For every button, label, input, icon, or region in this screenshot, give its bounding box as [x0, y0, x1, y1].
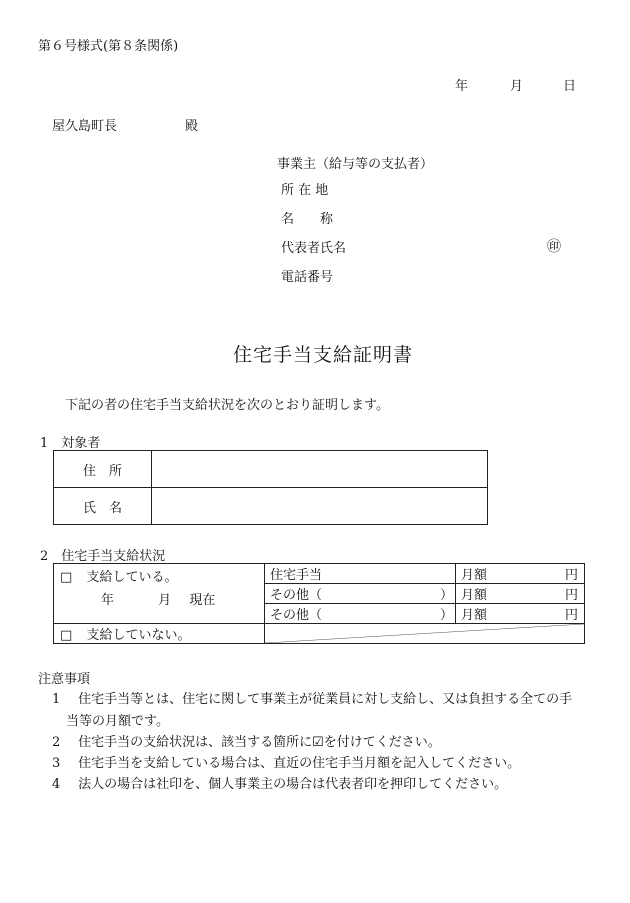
person-name-field[interactable]: [152, 488, 488, 525]
paying-checkbox[interactable]: □: [60, 570, 73, 585]
addressee-name: 屋久島町長: [52, 119, 118, 134]
person-address-label: 住 所: [54, 451, 152, 488]
target-person-table: [53, 450, 488, 525]
as-of-year-label: 年: [101, 593, 115, 608]
row3-amount-label: 月額: [461, 608, 488, 623]
note-item-4: [52, 773, 507, 792]
notes-heading: 注意事項: [38, 672, 91, 687]
as-of-month-label: 月: [158, 593, 172, 608]
row2-label: その他（: [270, 588, 323, 603]
employer-name-label: 名 称: [281, 212, 334, 227]
employer-rep-label: 代表者氏名: [281, 241, 347, 256]
addressee-honorific: 殿: [185, 119, 199, 134]
as-of-now-label: 現在: [189, 593, 216, 608]
section2-number: 2: [40, 549, 49, 564]
row2-amount[interactable]: [456, 584, 585, 604]
section2-title: 住宅手当支給状況: [61, 549, 166, 564]
row1-label: 住宅手当: [265, 564, 456, 584]
allowance-status-table: [53, 563, 585, 644]
note-item-1: [52, 688, 572, 707]
row2-close: ）: [439, 588, 453, 603]
note-text: 住宅手当の支給状況は、該当する箇所に☑を付けてください。: [78, 735, 441, 750]
section1-heading: [40, 432, 100, 451]
row3-label: その他（: [270, 608, 323, 623]
section2-heading: [40, 545, 165, 564]
seal-icon: ㊞: [547, 239, 561, 255]
person-name-label: 氏 名: [54, 488, 152, 525]
row1-amount[interactable]: [456, 564, 585, 584]
employer-address-label: 所 在 地: [281, 183, 329, 198]
not-paying-cell: [54, 624, 265, 644]
section1-number: 1: [40, 436, 49, 451]
employer-phone-label: 電話番号: [281, 270, 334, 285]
note-number: 4: [52, 777, 61, 792]
row3-close: ）: [439, 608, 453, 623]
form-number: 第６号様式(第８条関係): [38, 39, 179, 54]
note-item-3: [52, 752, 520, 771]
document-title: 住宅手当支給証明書: [233, 344, 414, 366]
note-text: 住宅手当を支給している場合は、直近の住宅手当月額を記入してください。: [78, 756, 521, 771]
note-item-2: [52, 731, 441, 750]
date-month-label: 月: [510, 79, 524, 94]
diagonal-line: [265, 624, 584, 643]
date-year-label: 年: [455, 79, 469, 94]
not-paying-checkbox[interactable]: □: [60, 628, 73, 643]
not-paying-label: 支給していない。: [86, 628, 191, 643]
paying-cell: [54, 564, 265, 624]
not-applicable-cell: [265, 624, 585, 644]
row2-label-cell[interactable]: [265, 584, 456, 604]
paying-label: 支給している。: [86, 570, 178, 585]
note-text: 住宅手当等とは、住宅に関して事業主が従業員に対し支給し、又は負担する全ての手: [78, 692, 573, 707]
note-text: 法人の場合は社印を、個人事業主の場合は代表者印を押印してください。: [78, 777, 508, 792]
intro-text: 下記の者の住宅手当支給状況を次のとおり証明します。: [65, 398, 389, 413]
note-item-1-cont: 当等の月額です。: [66, 714, 169, 729]
row1-unit: 円: [564, 568, 578, 583]
row2-amount-label: 月額: [461, 588, 488, 603]
row3-unit: 円: [564, 608, 578, 623]
employer-heading: 事業主（給与等の支払者）: [277, 157, 434, 172]
note-number: 2: [52, 735, 61, 750]
row3-label-cell[interactable]: [265, 604, 456, 624]
note-number: 3: [52, 756, 61, 771]
row1-amount-label: 月額: [461, 568, 488, 583]
row3-amount[interactable]: [456, 604, 585, 624]
note-number: 1: [52, 692, 61, 707]
row2-unit: 円: [564, 588, 578, 603]
section1-title: 対象者: [61, 436, 101, 451]
person-address-field[interactable]: [152, 451, 488, 488]
date-day-label: 日: [563, 79, 577, 94]
